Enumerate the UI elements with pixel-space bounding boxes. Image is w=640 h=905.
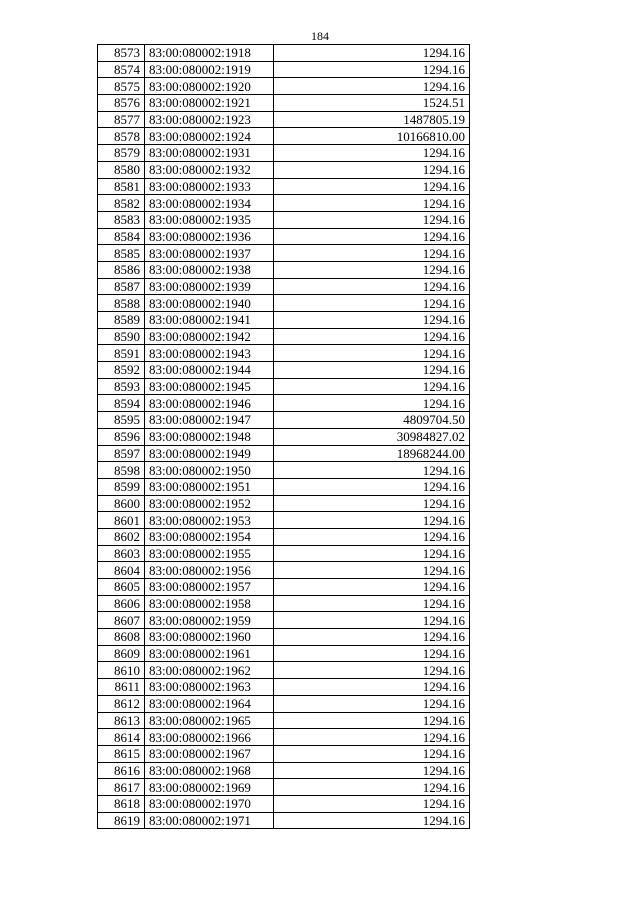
cadastral-value-cell: 1294.16 [274, 729, 470, 746]
cadastral-number-cell: 83:00:080002:1932 [145, 161, 274, 178]
row-number-cell: 8614 [98, 729, 145, 746]
row-number-cell: 8609 [98, 645, 145, 662]
cadastral-value-cell: 1294.16 [274, 712, 470, 729]
cadastral-value-cell: 1294.16 [274, 78, 470, 95]
cadastral-value-cell: 1294.16 [274, 562, 470, 579]
cadastral-value-table [97, 44, 470, 829]
cadastral-value-cell: 1487805.19 [274, 111, 470, 128]
cadastral-value-cell: 4809704.50 [274, 412, 470, 429]
row-number-cell: 8600 [98, 495, 145, 512]
cadastral-number-cell: 83:00:080002:1948 [145, 428, 274, 445]
cadastral-value-cell: 1294.16 [274, 695, 470, 712]
table-row [98, 61, 470, 78]
table-row [98, 695, 470, 712]
cadastral-number-cell: 83:00:080002:1967 [145, 745, 274, 762]
table-row [98, 178, 470, 195]
table-row [98, 795, 470, 812]
cadastral-value-cell: 1294.16 [274, 528, 470, 545]
cadastral-value-cell: 1294.16 [274, 645, 470, 662]
cadastral-value-cell: 1294.16 [274, 629, 470, 646]
cadastral-number-cell: 83:00:080002:1944 [145, 362, 274, 379]
table-row [98, 495, 470, 512]
table-row [98, 111, 470, 128]
cadastral-value-cell: 1294.16 [274, 261, 470, 278]
cadastral-value-cell: 1294.16 [274, 61, 470, 78]
cadastral-number-cell: 83:00:080002:1938 [145, 261, 274, 278]
cadastral-value-cell: 1294.16 [274, 211, 470, 228]
row-number-cell: 8583 [98, 211, 145, 228]
cadastral-number-cell: 83:00:080002:1933 [145, 178, 274, 195]
table-row [98, 562, 470, 579]
table-row [98, 729, 470, 746]
row-number-cell: 8618 [98, 795, 145, 812]
cadastral-value-cell: 1294.16 [274, 679, 470, 696]
row-number-cell: 8615 [98, 745, 145, 762]
cadastral-value-cell: 1294.16 [274, 195, 470, 212]
table-row [98, 662, 470, 679]
cadastral-number-cell: 83:00:080002:1958 [145, 595, 274, 612]
row-number-cell: 8581 [98, 178, 145, 195]
row-number-cell: 8580 [98, 161, 145, 178]
cadastral-value-cell: 18968244.00 [274, 445, 470, 462]
cadastral-number-cell: 83:00:080002:1946 [145, 395, 274, 412]
cadastral-value-cell: 1294.16 [274, 795, 470, 812]
row-number-cell: 8617 [98, 779, 145, 796]
row-number-cell: 8613 [98, 712, 145, 729]
cadastral-value-cell: 10166810.00 [274, 128, 470, 145]
cadastral-number-cell: 83:00:080002:1961 [145, 645, 274, 662]
cadastral-value-cell: 1294.16 [274, 745, 470, 762]
cadastral-value-cell: 1294.16 [274, 545, 470, 562]
row-number-cell: 8599 [98, 478, 145, 495]
cadastral-number-cell: 83:00:080002:1952 [145, 495, 274, 512]
cadastral-value-cell: 1294.16 [274, 779, 470, 796]
row-number-cell: 8611 [98, 679, 145, 696]
cadastral-number-cell: 83:00:080002:1950 [145, 462, 274, 479]
row-number-cell: 8585 [98, 245, 145, 262]
table-row [98, 261, 470, 278]
row-number-cell: 8574 [98, 61, 145, 78]
table-row [98, 612, 470, 629]
row-number-cell: 8593 [98, 378, 145, 395]
cadastral-number-cell: 83:00:080002:1971 [145, 812, 274, 829]
cadastral-number-cell: 83:00:080002:1960 [145, 629, 274, 646]
cadastral-number-cell: 83:00:080002:1970 [145, 795, 274, 812]
row-number-cell: 8598 [98, 462, 145, 479]
row-number-cell: 8616 [98, 762, 145, 779]
cadastral-number-cell: 83:00:080002:1918 [145, 45, 274, 62]
cadastral-number-cell: 83:00:080002:1963 [145, 679, 274, 696]
table-row [98, 95, 470, 112]
cadastral-number-cell: 83:00:080002:1921 [145, 95, 274, 112]
table-row [98, 278, 470, 295]
cadastral-value-cell: 1294.16 [274, 812, 470, 829]
cadastral-value-cell: 1294.16 [274, 145, 470, 162]
cadastral-number-cell: 83:00:080002:1966 [145, 729, 274, 746]
table-row [98, 779, 470, 796]
row-number-cell: 8588 [98, 295, 145, 312]
table-row [98, 528, 470, 545]
row-number-cell: 8608 [98, 629, 145, 646]
row-number-cell: 8591 [98, 345, 145, 362]
table-row [98, 161, 470, 178]
cadastral-number-cell: 83:00:080002:1945 [145, 378, 274, 395]
row-number-cell: 8594 [98, 395, 145, 412]
table-row [98, 145, 470, 162]
cadastral-number-cell: 83:00:080002:1947 [145, 412, 274, 429]
cadastral-value-cell: 1294.16 [274, 178, 470, 195]
cadastral-number-cell: 83:00:080002:1923 [145, 111, 274, 128]
table-row [98, 445, 470, 462]
row-number-cell: 8606 [98, 595, 145, 612]
cadastral-value-cell: 1294.16 [274, 245, 470, 262]
cadastral-value-cell: 1294.16 [274, 328, 470, 345]
row-number-cell: 8601 [98, 512, 145, 529]
cadastral-number-cell: 83:00:080002:1919 [145, 61, 274, 78]
cadastral-value-cell: 1294.16 [274, 762, 470, 779]
table-row [98, 45, 470, 62]
cadastral-number-cell: 83:00:080002:1953 [145, 512, 274, 529]
table-row [98, 545, 470, 562]
row-number-cell: 8576 [98, 95, 145, 112]
cadastral-number-cell: 83:00:080002:1951 [145, 478, 274, 495]
cadastral-number-cell: 83:00:080002:1954 [145, 528, 274, 545]
cadastral-value-cell: 1294.16 [274, 579, 470, 596]
table-row [98, 328, 470, 345]
cadastral-value-cell: 1294.16 [274, 495, 470, 512]
table-row [98, 512, 470, 529]
table-row [98, 812, 470, 829]
table-row [98, 378, 470, 395]
table-row [98, 395, 470, 412]
row-number-cell: 8592 [98, 362, 145, 379]
row-number-cell: 8587 [98, 278, 145, 295]
row-number-cell: 8579 [98, 145, 145, 162]
table-row [98, 228, 470, 245]
table-row [98, 478, 470, 495]
table-row [98, 462, 470, 479]
row-number-cell: 8619 [98, 812, 145, 829]
cadastral-number-cell: 83:00:080002:1955 [145, 545, 274, 562]
row-number-cell: 8586 [98, 261, 145, 278]
table-row [98, 645, 470, 662]
cadastral-number-cell: 83:00:080002:1949 [145, 445, 274, 462]
table-row [98, 295, 470, 312]
cadastral-number-cell: 83:00:080002:1939 [145, 278, 274, 295]
cadastral-value-cell: 1294.16 [274, 278, 470, 295]
table-row [98, 595, 470, 612]
cadastral-value-cell: 1294.16 [274, 512, 470, 529]
table-row [98, 245, 470, 262]
table-row [98, 312, 470, 329]
table-row [98, 629, 470, 646]
cadastral-value-cell: 1294.16 [274, 595, 470, 612]
cadastral-number-cell: 83:00:080002:1956 [145, 562, 274, 579]
cadastral-value-cell: 1294.16 [274, 462, 470, 479]
row-number-cell: 8607 [98, 612, 145, 629]
row-number-cell: 8602 [98, 528, 145, 545]
cadastral-value-cell: 1294.16 [274, 362, 470, 379]
cadastral-number-cell: 83:00:080002:1931 [145, 145, 274, 162]
cadastral-value-cell: 1294.16 [274, 478, 470, 495]
cadastral-value-cell: 1294.16 [274, 662, 470, 679]
cadastral-value-cell: 1294.16 [274, 45, 470, 62]
cadastral-number-cell: 83:00:080002:1962 [145, 662, 274, 679]
cadastral-number-cell: 83:00:080002:1941 [145, 312, 274, 329]
cadastral-number-cell: 83:00:080002:1965 [145, 712, 274, 729]
row-number-cell: 8584 [98, 228, 145, 245]
table-row [98, 712, 470, 729]
table-row [98, 211, 470, 228]
cadastral-number-cell: 83:00:080002:1936 [145, 228, 274, 245]
table-row [98, 412, 470, 429]
cadastral-value-cell: 1294.16 [274, 312, 470, 329]
table-row [98, 128, 470, 145]
table-row [98, 579, 470, 596]
row-number-cell: 8610 [98, 662, 145, 679]
cadastral-number-cell: 83:00:080002:1964 [145, 695, 274, 712]
cadastral-value-cell: 1294.16 [274, 161, 470, 178]
cadastral-number-cell: 83:00:080002:1920 [145, 78, 274, 95]
row-number-cell: 8578 [98, 128, 145, 145]
table-row [98, 762, 470, 779]
cadastral-number-cell: 83:00:080002:1937 [145, 245, 274, 262]
row-number-cell: 8603 [98, 545, 145, 562]
row-number-cell: 8595 [98, 412, 145, 429]
cadastral-value-cell: 1294.16 [274, 395, 470, 412]
cadastral-number-cell: 83:00:080002:1942 [145, 328, 274, 345]
cadastral-value-cell: 1524.51 [274, 95, 470, 112]
row-number-cell: 8597 [98, 445, 145, 462]
table-row [98, 195, 470, 212]
table-row [98, 78, 470, 95]
row-number-cell: 8590 [98, 328, 145, 345]
row-number-cell: 8573 [98, 45, 145, 62]
table-row [98, 679, 470, 696]
cadastral-number-cell: 83:00:080002:1935 [145, 211, 274, 228]
row-number-cell: 8589 [98, 312, 145, 329]
cadastral-number-cell: 83:00:080002:1968 [145, 762, 274, 779]
row-number-cell: 8604 [98, 562, 145, 579]
cadastral-value-cell: 1294.16 [274, 378, 470, 395]
cadastral-value-cell: 1294.16 [274, 612, 470, 629]
table-row [98, 345, 470, 362]
row-number-cell: 8575 [98, 78, 145, 95]
row-number-cell: 8577 [98, 111, 145, 128]
cadastral-number-cell: 83:00:080002:1924 [145, 128, 274, 145]
row-number-cell: 8582 [98, 195, 145, 212]
page-number: 184 [311, 29, 329, 43]
cadastral-value-cell: 1294.16 [274, 345, 470, 362]
cadastral-number-cell: 83:00:080002:1934 [145, 195, 274, 212]
cadastral-value-cell: 1294.16 [274, 295, 470, 312]
cadastral-number-cell: 83:00:080002:1957 [145, 579, 274, 596]
table-body [98, 45, 470, 829]
row-number-cell: 8596 [98, 428, 145, 445]
row-number-cell: 8612 [98, 695, 145, 712]
row-number-cell: 8605 [98, 579, 145, 596]
table-row [98, 428, 470, 445]
cadastral-number-cell: 83:00:080002:1940 [145, 295, 274, 312]
cadastral-number-cell: 83:00:080002:1969 [145, 779, 274, 796]
cadastral-number-cell: 83:00:080002:1943 [145, 345, 274, 362]
cadastral-number-cell: 83:00:080002:1959 [145, 612, 274, 629]
cadastral-value-cell: 1294.16 [274, 228, 470, 245]
table-row [98, 745, 470, 762]
table-row [98, 362, 470, 379]
cadastral-value-cell: 30984827.02 [274, 428, 470, 445]
